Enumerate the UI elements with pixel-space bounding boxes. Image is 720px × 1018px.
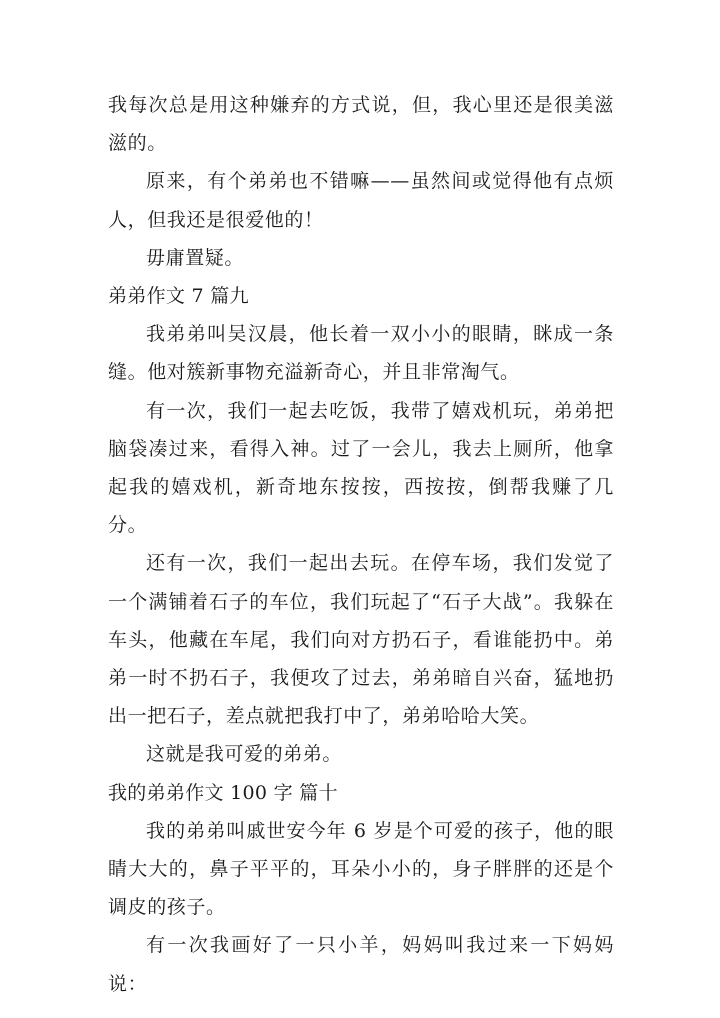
paragraph: 这就是我可爱的弟弟。 bbox=[146, 743, 343, 766]
paragraph: 还有一次，我们一起出去玩。在停车场，我们发觉了一个满铺着石子的车位，我们玩起了“石子大战”。我躲在车头，他藏在车尾，我们向对方扔石子，看谁能扔中。弟弟一时不扔石子，我便攻了过去，弟弟暗自兴奋，猛地扔出一把石子，差点就把我打中了，弟弟哈哈大笑。 bbox=[108, 552, 614, 728]
section-heading: 我的弟弟作文 100 字 篇十 bbox=[108, 781, 338, 804]
paragraph: 毋庸置疑。 bbox=[146, 246, 245, 269]
paragraph: 有一次我画好了一只小羊，妈妈叫我过来一下妈妈说： bbox=[108, 934, 614, 995]
document-body bbox=[108, 86, 614, 1003]
paragraph: 我的弟弟叫戚世安今年 6 岁是个可爱的孩子，他的眼睛大大的，鼻子平平的，耳朵小小的，身子胖胖的还是个调皮的孩子。 bbox=[108, 819, 614, 919]
section-heading: 弟弟作文 7 篇九 bbox=[108, 285, 249, 308]
paragraph: 我每次总是用这种嫌弃的方式说，但，我心里还是很美滋滋的。 bbox=[108, 94, 614, 155]
paragraph: 有一次，我们一起去吃饭，我带了嬉戏机玩，弟弟把脑袋凑过来，看得入神。过了一会儿，我去上厕所，他拿起我的嬉戏机，新奇地东按按，西按按，倒帮我赚了几分。 bbox=[108, 399, 614, 537]
paragraph: 原来，有个弟弟也不错嘛——虽然间或觉得他有点烦人，但我还是很爱他的！ bbox=[108, 170, 614, 231]
paragraph: 我弟弟叫吴汉晨，他长着一双小小的眼睛，眯成一条缝。他对簇新事物充溢新奇心，并且非常淘气。 bbox=[108, 323, 614, 384]
